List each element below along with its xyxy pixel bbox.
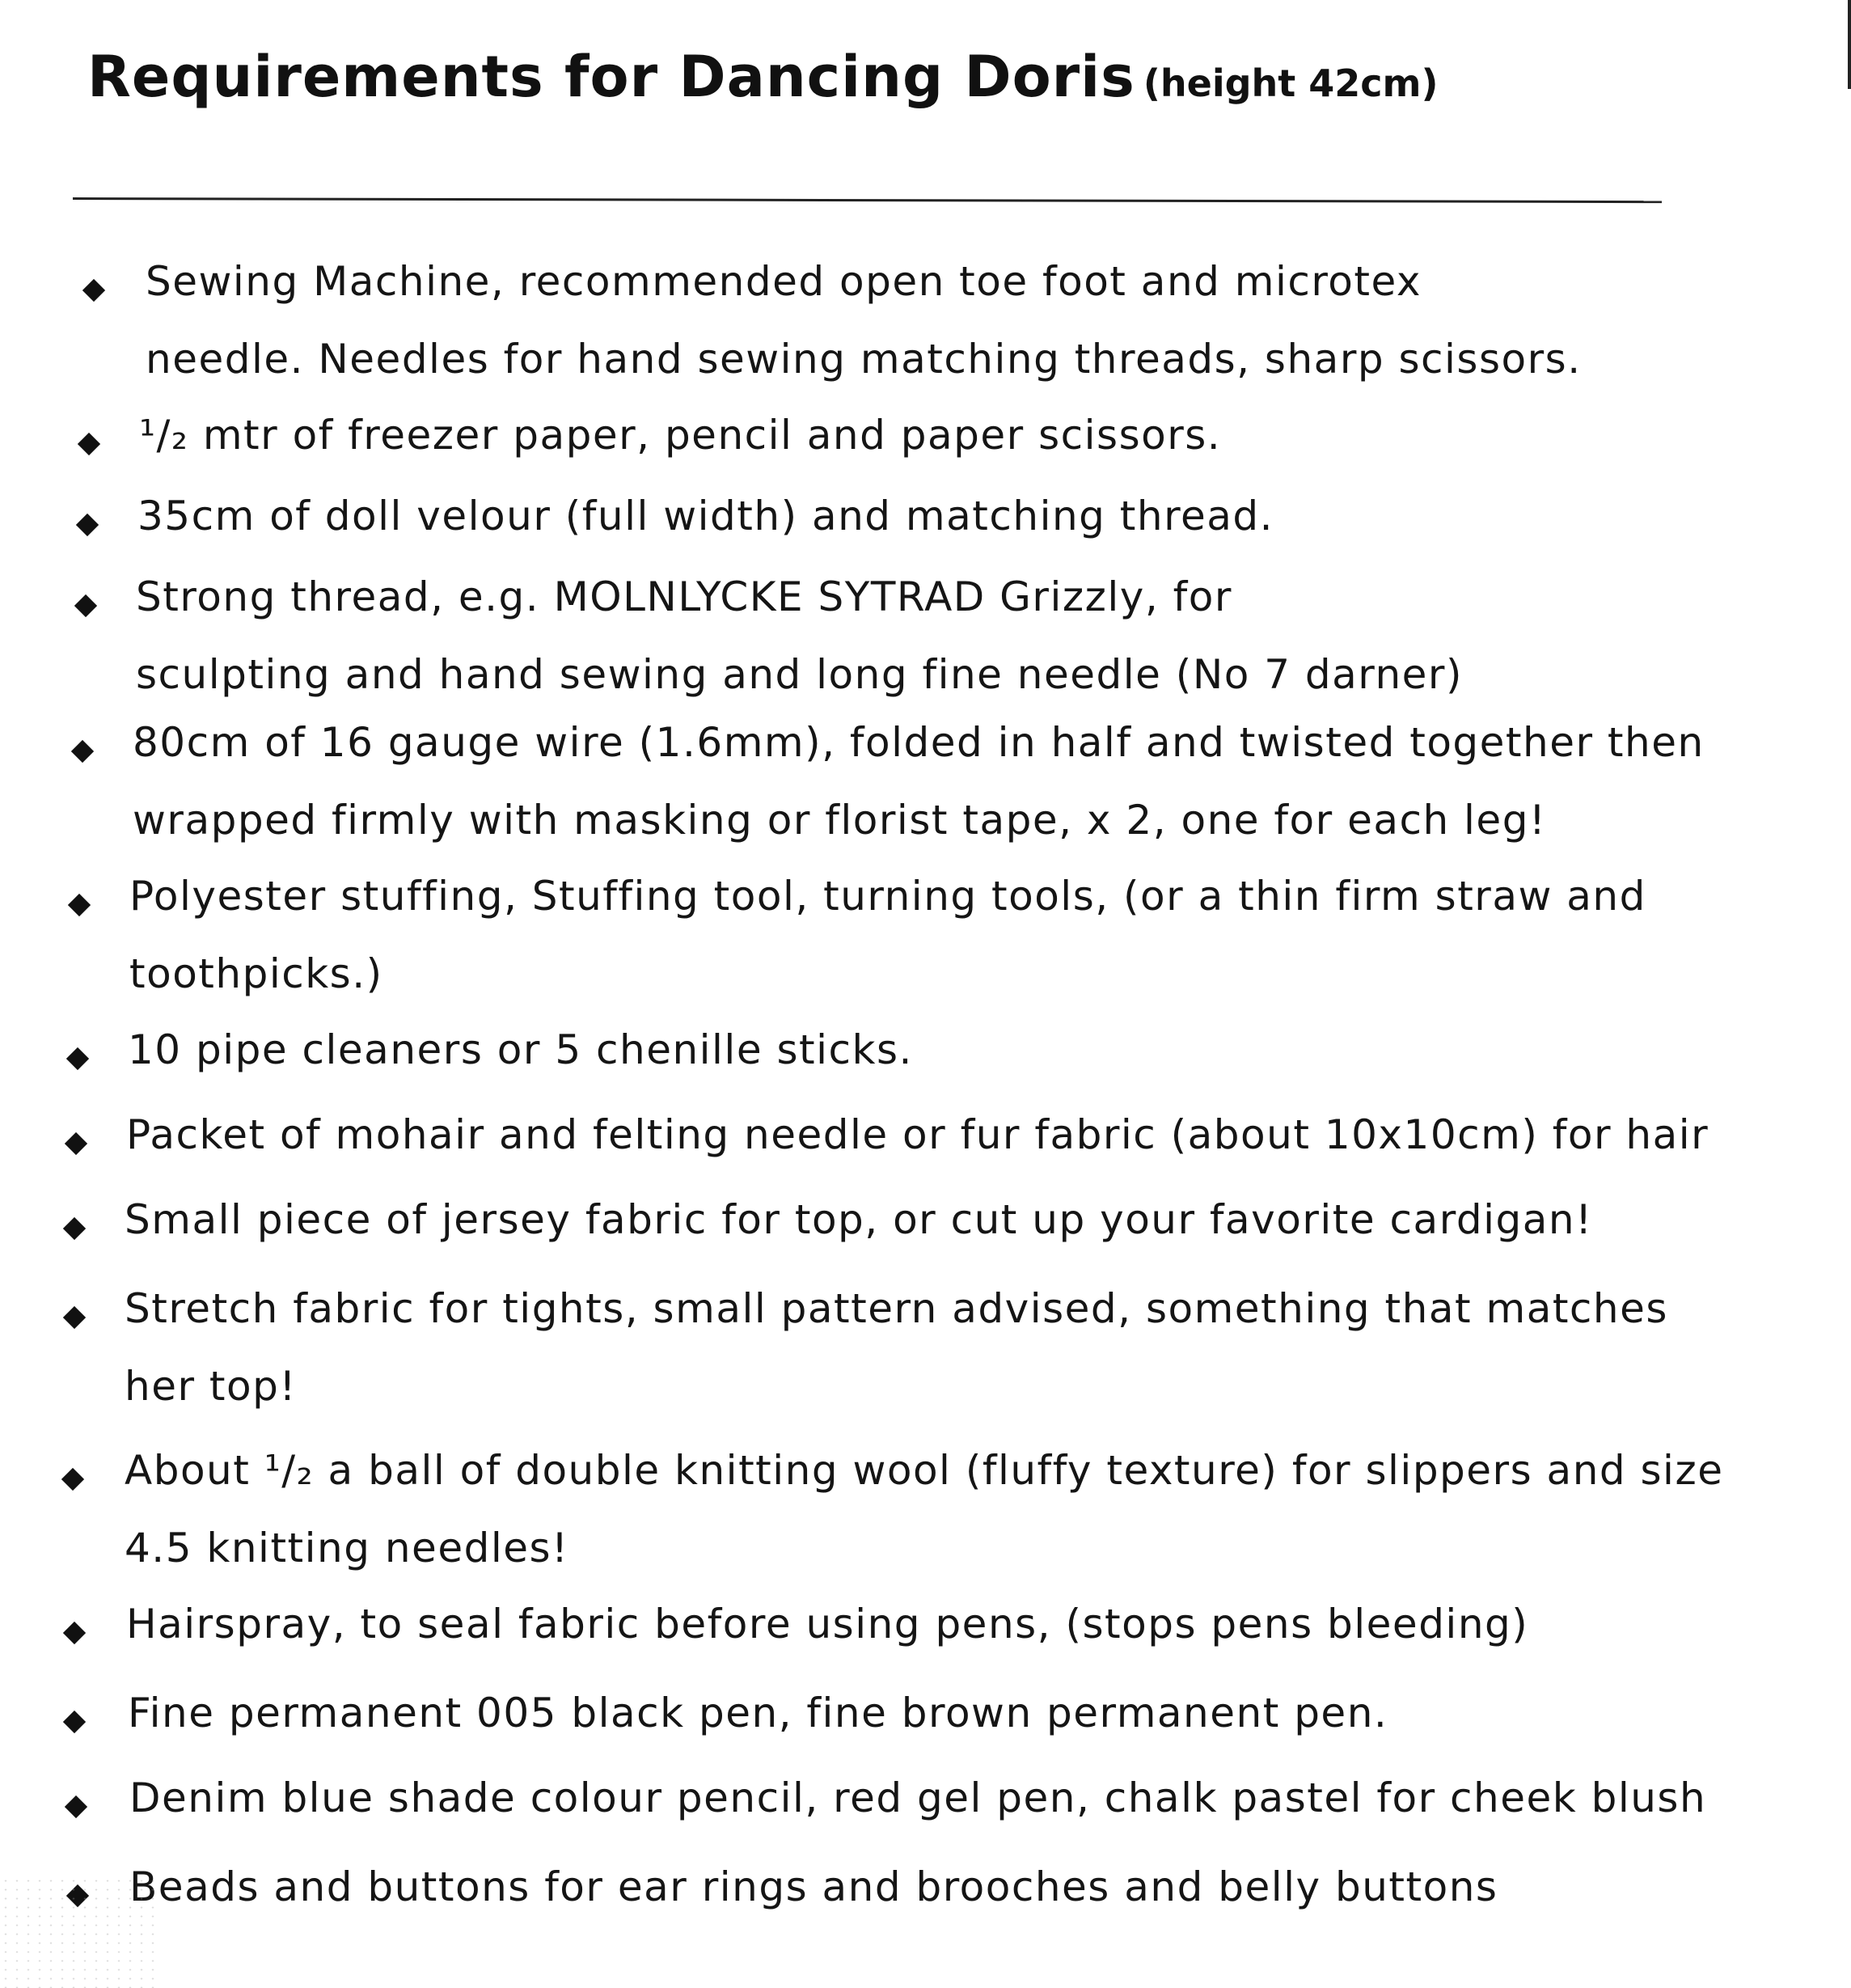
list-item-text: 80cm of 16 gauge wire (1.6mm), folded in half and twisted together then wrapped firmly with masking or florist tape, x 2, one for each leg!: [133, 719, 1705, 844]
scan-speckle: [0, 1876, 162, 1988]
diamond-bullet-icon: [61, 1468, 84, 1491]
list-item-text: Stretch fabric for tights, small pattern advised, something that matches her top!: [125, 1285, 1668, 1410]
diamond-bullet-icon: [63, 1306, 86, 1329]
diamond-bullet-icon: [74, 594, 97, 617]
list-item-text: Denim blue shade colour pencil, red gel pen, chalk pastel for cheek blush: [129, 1774, 1707, 1821]
title-text: Requirements for Dancing Doris: [87, 44, 1135, 110]
diamond-bullet-icon: [78, 433, 100, 455]
scan-edge-mark: [1848, 0, 1851, 89]
diamond-bullet-icon: [63, 1217, 86, 1240]
diamond-bullet-icon: [76, 514, 99, 536]
title-height-note: (height 42cm): [1143, 61, 1439, 105]
list-item-text: Strong thread, e.g. MOLNLYCKE SYTRAD Grizzly, for sculpting and hand sewing and long fine needle (No 7 darner): [136, 573, 1463, 698]
list-item-text: Beads and buttons for ear rings and brooches and belly buttons: [129, 1863, 1498, 1910]
list-item-text: Small piece of jersey fabric for top, or cut up your favorite cardigan!: [125, 1196, 1593, 1243]
list-item-text: Fine permanent 005 black pen, fine brown permanent pen.: [128, 1690, 1388, 1736]
list-item-text: Hairspray, to seal fabric before using pens, (stops pens bleeding): [126, 1601, 1529, 1648]
list-item-text: Packet of mohair and felting needle or fur fabric (about 10x10cm) for hair: [126, 1111, 1709, 1158]
diamond-bullet-icon: [82, 279, 105, 302]
diamond-bullet-icon: [65, 1132, 87, 1155]
list-item-text: Polyester stuffing, Stuffing tool, turning tools, (or a thin firm straw and toothpicks.): [129, 873, 1646, 997]
list-item-text: Sewing Machine, recommended open toe foot and microtex needle. Needles for hand sewing matching threads, sharp scissors.: [146, 258, 1582, 383]
diamond-bullet-icon: [63, 1711, 86, 1733]
list-item-text: 35cm of doll velour (full width) and matching thread.: [137, 493, 1274, 539]
list-item-text: 10 pipe cleaners or 5 chenille sticks.: [128, 1026, 913, 1073]
list-item-text: ¹/₂ mtr of freezer paper, pencil and paper scissors.: [139, 412, 1222, 459]
list-item-text: About ¹/₂ a ball of double knitting wool (fluffy texture) for slippers and size 4.5 knitting needles!: [125, 1447, 1724, 1571]
diamond-bullet-icon: [66, 1047, 89, 1070]
diamond-bullet-icon: [68, 894, 91, 916]
diamond-bullet-icon: [65, 1796, 87, 1818]
diamond-bullet-icon: [71, 740, 94, 763]
diamond-bullet-icon: [63, 1622, 86, 1644]
